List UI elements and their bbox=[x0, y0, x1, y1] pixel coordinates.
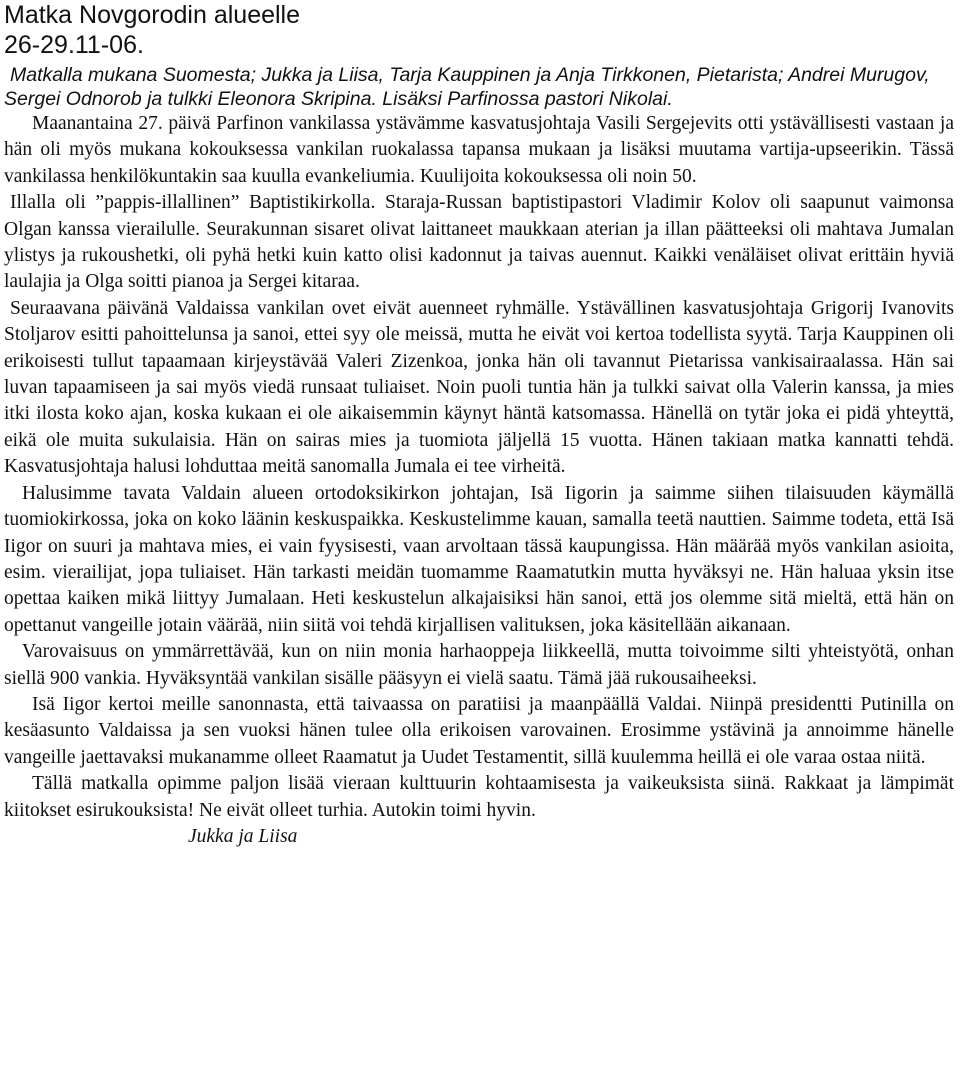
paragraph-pastor-dinner: Illalla oli ”pappis-illallinen” Baptistikirkolla. Staraja-Russan baptistipastori Vladimir Kolov oli saapunut vaimonsa Olgan kanssa vierailulle. Seurakunnan sisaret olivat laittaneet maukkaan aterian ja illan päätteeksi oli mahtava Jumalan ylistys ja rukoushetki, oli pyhä hetki kuin katto olisi kadonnut ja taivas auennut. Kaikki venäläiset olivat erittäin hyviä laulajia ja Olga soitti pianoa ja Sergei kitaraa. bbox=[4, 192, 954, 293]
title-line-1: Matka Novgorodin alueelle bbox=[4, 1, 301, 29]
paragraph-valdai-paradise: Isä Iigor kertoi meille sanonnasta, että taivaassa on paratiisi ja maanpäällä Valdai. Niinpä presidentti Putinilla on kesäasunto Valdaissa ja sen vuoksi hänen tulee olla erikoisen varovainen. Erosimme ystävinä ja annoimme hänelle vangeille jaettavaksi mukanamme olleet Raamatut ja Uudet Testamentit, sillä kuulemma heillä ei ole varaa ostaa niitä. bbox=[4, 693, 954, 768]
paragraph-father-iigor: Halusimme tavata Valdain alueen ortodoksikirkon johtajan, Isä Iigorin ja saimme siihen tilaisuuden käymällä tuomiokirkossa, joka on koko läänin keskuspaikka. Keskustelimme kauan, samalla teetä nauttien. Saimme todeta, että Isä Iigor on suuri ja mahtava mies, ei vain fyysisesti, vaan arvoltaan tässä kaupungissa. Hän määrää myös vankilan asioita, esim. vierailijat, jopa tuliaiset. Hän tarkasti meidän tuomamme Raamatutkin mutta hyväksyi ne. Hän haluaa yksin itse opettaa kaiken mikä liittyy Jumalaan. Heti keskustelun alkajaisiksi hän sanoi, että jos olemme sitä mieltä, että hän on opettanut vangeille jotain väärää, niin siitä voi tehdä kirjallisen valituksen, joka käsitellään aikanaan. bbox=[4, 482, 954, 636]
title-line-2: 26-29.11-06. bbox=[4, 31, 144, 59]
paragraph-caution: Varovaisuus on ymmärrettävää, kun on niin monia harhaoppeja liikkeellä, mutta toivoimme silti yhteistyötä, onhan siellä 900 vankia. Hyväksyntää vankilan sisälle pääsyyn ei vielä saatu. Tämä jää rukousaiheeksi. bbox=[4, 641, 954, 689]
paragraph-valdai-prison: Seuraavana päivänä Valdaissa vankilan ovet eivät auenneet ryhmälle. Ystävällinen kasvatusjohtaja Grigorij Ivanovits Stoljarov esitti pahoittelunsa ja sanoi, ettei syy ole meissä, mutta he eivät voi kertoa todellista syytä. Tarja Kauppinen oli erikoisesti tullut tapaamaan kirjeystävää Valeri Zizenkoa, jonka hän oli tavannut Pietarissa vankisairaalassa. Hän sai luvan tapaamiseen ja sai myös viedä runsaat tuliaiset. Noin puoli tuntia hän ja tulkki saivat olla Valerin kanssa, ja mies itki ilosta koko ajan, koska kukaan ei ole aikaisemmin käynyt häntä katsomassa. Hänellä on tytär joka ei pidä yhteyttä, eikä ole muita sukulaisia. Hän on sairas mies ja tuomiota jäljellä 15 vuotta. Hänen takiaan matka kannatti tehdä. Kasvatusjohtaja halusi lohduttaa meitä sanomalla Jumala ei tee virheitä. bbox=[4, 297, 954, 478]
document-title bbox=[4, 0, 954, 60]
document-page bbox=[4, 0, 954, 850]
paragraph-closing-thanks: Tällä matkalla opimme paljon lisää vieraan kulttuurin kohtaamisesta ja vaikeuksista siinä. Rakkaat ja lämpimät kiitokset esirukouksista! Ne eivät olleet turhia. Autokin toimi hyvin. bbox=[4, 773, 954, 821]
participants-text: Matkalla mukana Suomesta; Jukka ja Liisa, Tarja Kauppinen ja Anja Tirkkonen, Pietarista; Andrei Murugov, Sergei Odnorob ja tulkki Eleonora Skripina. Lisäksi Parfinossa pastori Nikolai. bbox=[4, 64, 930, 110]
paragraph-parfino-prison: Maanantaina 27. päivä Parfinon vankilassa ystävämme kasvatusjohtaja Vasili Sergejevits otti ystävällisesti vastaan ja hän oli myös mukana kokouksessa vankilan ruokalassa tapansa mukaan ja lisäksi muutama vartija-upseerikin. Tässä vankilassa henkilökuntakin saa kuulla evankeliumia. Kuulijoita kokouksessa oli noin 50. bbox=[4, 113, 954, 187]
signature: Jukka ja Liisa bbox=[188, 825, 298, 847]
